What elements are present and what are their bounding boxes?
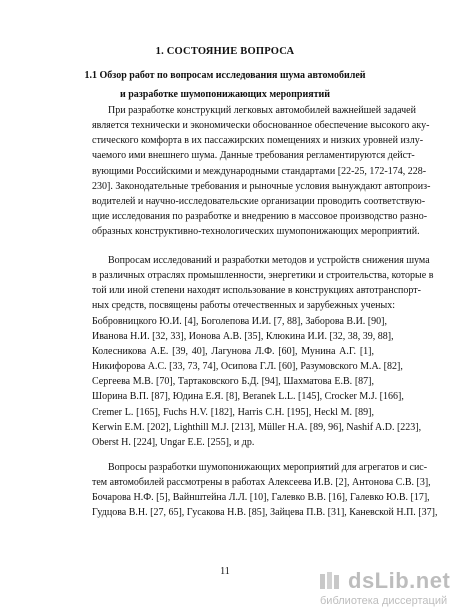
paragraph-3-line: Бочарова Н.Ф. [5], Вайнштейна Л.Л. [10], Галевко В.В. [16], Галевко Ю.В. [17], — [92, 492, 430, 504]
paragraph-2-line: Вопросам исследований и разработки методов и устройств снижения шума — [108, 255, 430, 266]
paragraph-1-line: щие исследования по разработке и внедрению в массовое производство разно- — [92, 211, 428, 223]
paragraph-1-line: вующими Российскими и международными стандартами [22-25, 172-174, 228- — [92, 165, 427, 177]
paragraph-2-line: Сергеева М.В. [70], Тартаковского Б.Д. [94], Шахматова Е.В. [87], — [92, 376, 374, 388]
book-stack-icon — [318, 571, 344, 591]
paragraph-1-line: 230]. Законодательные требования и рыночные условия вынуждают автопроиз- — [92, 180, 431, 192]
paragraph-3-line: Вопросы разработки шумопонижающих мероприятий для агрегатов и сис- — [108, 462, 428, 473]
paragraph-2-line: Oberst H. [224], Ungar E.E. [255], и др. — [92, 436, 255, 448]
chapter-heading: 1. СОСТОЯНИЕ ВОПРОСА — [155, 46, 295, 57]
section-heading-line-2: и разработке шумопонижающих мероприятий — [119, 89, 331, 100]
paragraph-2-line: Cremer L. [165], Fuchs H.V. [182], Harris C.H. [195], Heckl M. [89], — [92, 406, 374, 418]
paragraph-1-line: является технически и экономически обоснованное обеспечение высокого аку- — [92, 120, 430, 132]
paragraph-1-line: При разработке конструкций легковых автомобилей важнейшей задачей — [108, 105, 416, 116]
page-number: 11 — [220, 566, 230, 577]
section-heading-line-1: 1.1 Обзор работ по вопросам исследования шума автомобилей — [84, 70, 366, 81]
paragraph-2-line: в различных отраслях промышленности, энергетики и строительства, которые в — [92, 270, 434, 282]
paragraph-2-line: Kerwin E.M. [202], Lighthill M.J. [213], Müller H.A. [89, 96], Nashif A.D. [223], — [92, 421, 422, 433]
paragraph-2-line: Бобровницкого Ю.И. [4], Боголепова И.И. [7, 88], Заборова В.И. [90], — [92, 315, 387, 327]
paragraph-2-line: ных средств, посвящены работы отечественных и зарубежных ученых: — [92, 300, 395, 312]
paragraph-1-line: чаемого ими внешнего шума. Данные требования регламентируются дейст- — [92, 150, 415, 162]
paragraph-2-line: Колесникова А.Е. [39, 40], Лагунова Л.Ф. [60], Мунина А.Г. [1], — [92, 345, 374, 357]
watermark — [318, 568, 448, 612]
paragraph-1-line: стического комфорта в их пассажирских помещениях и низких уровней излу- — [92, 135, 424, 147]
watermark-logo: dsLib.net — [348, 568, 450, 593]
paragraph-2-line: той или иной степени находят использование в конструкциях автотранспорт- — [92, 285, 421, 297]
paragraph-2-line: Никифорова А.С. [33, 73, 74], Осипова Г.Л. [60], Разумовского М.А. [82], — [92, 361, 403, 373]
paragraph-2-line: Иванова Н.И. [32, 33], Ионова А.В. [35], Клюкина И.И. [32, 38, 39, 88], — [92, 330, 394, 342]
paragraph-3-line: тем автомобилей рассмотрены в работах Алексеева И.В. [2], Антонова С.В. [3], — [92, 477, 431, 489]
paragraph-1-line: водителей и научно-исследовательские организации проводить соответствую- — [92, 195, 426, 207]
paragraph-2-line: Шорина В.П. [87], Юдина Е.Я. [8], Beranek L.L. [145], Crocker M.J. [166], — [92, 391, 404, 403]
watermark-subtitle: библиотека диссертаций — [320, 595, 448, 607]
paragraph-1-line: образных конструктивно-технологических шумопонижающих мероприятий. — [92, 226, 420, 238]
paragraph-3-line: Гудцова В.Н. [27, 65], Гусакова Н.В. [85], Зайцева П.В. [31], Каневской Н.П. [37], — [92, 507, 438, 519]
